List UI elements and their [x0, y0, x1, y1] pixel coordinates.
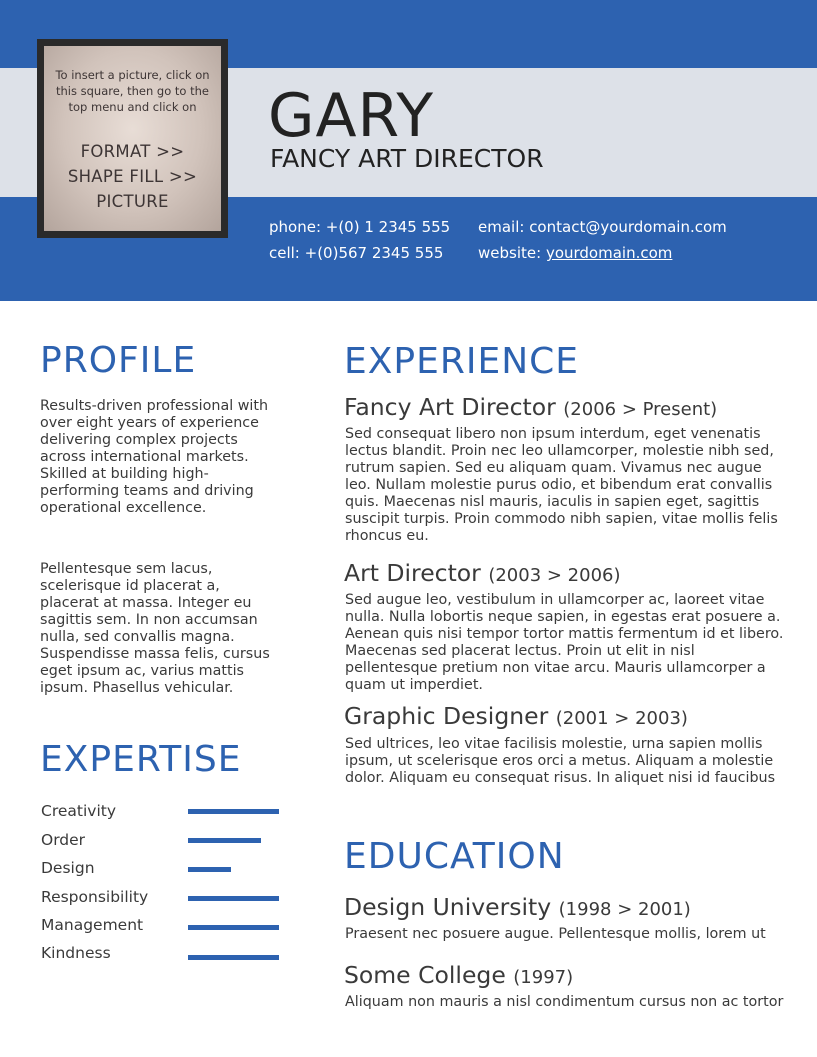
job-title-text: Fancy Art Director	[344, 393, 556, 421]
job-title	[344, 702, 688, 733]
school-years: (1997)	[513, 967, 574, 988]
school-description: Praesent nec posuere augue. Pellentesque mollis, lorem ut	[345, 926, 766, 942]
skill-label: Responsibility	[41, 888, 149, 906]
phone-text: phone: +(0) 1 2345 555	[269, 218, 451, 236]
profile-heading: PROFILE	[40, 340, 197, 381]
photo-command-line: PICTURE	[96, 192, 169, 211]
skill-label: Design	[41, 859, 95, 877]
job-title	[344, 393, 717, 424]
skill-bar	[188, 925, 279, 930]
photo-instruction-text: To insert a picture, click on this square, then go to the top menu and click on	[55, 68, 210, 114]
person-name: GARY	[268, 81, 435, 151]
school-title	[344, 893, 691, 924]
cell-text: cell: +(0)567 2345 555	[269, 244, 444, 262]
skill-bar	[188, 955, 279, 960]
job-title	[344, 559, 621, 590]
education-heading: EDUCATION	[344, 836, 565, 877]
school-title-text: Design University	[344, 893, 552, 921]
photo-fill[interactable]	[44, 46, 221, 231]
school-title	[344, 961, 573, 992]
photo-placeholder[interactable]	[37, 39, 228, 238]
photo-command-text	[44, 139, 221, 214]
photo-command-line: FORMAT >>	[80, 142, 185, 161]
school-title-text: Some College	[344, 961, 506, 989]
job-description: Sed ultrices, leo vitae facilisis molestie, urna sapien mollis ipsum, ut scelerisque eros orci a metus. Aliquam a molestie dolor. Aliquam eu consequat risus. In aliquet nisi id faucibus	[345, 736, 776, 786]
school-years: (1998 > 2001)	[558, 899, 691, 920]
job-title-text: Graphic Designer	[344, 702, 549, 730]
profile-paragraph-1: Results-driven professional with over eight years of experience delivering complex projects across international markets. Skilled at building high-performing teams and driving operational excellence.	[40, 398, 269, 516]
skill-bar	[188, 838, 261, 843]
skill-label: Management	[41, 916, 144, 934]
skill-label: Kindness	[41, 944, 111, 962]
skill-label: Order	[41, 831, 86, 849]
job-description: Sed augue leo, vestibulum in ullamcorper ac, laoreet vitae nulla. Nulla lobortis neque sapien, in egestas erat posuere a. Aenean quis nisi tempor tortor mattis fermentum id et libero. Maecenas sed placerat lectus. Proin ut elit in nisl pellentesque pretium non vitae arcu. Mauris ullamcorper a quam ut imperdiet.	[345, 592, 784, 693]
skill-bar	[188, 867, 231, 872]
job-years: (2003 > 2006)	[488, 565, 621, 586]
school-description: Aliquam non mauris a nisl condimentum cursus non ac tortor	[345, 994, 784, 1010]
website-link[interactable]: yourdomain.com	[545, 244, 673, 262]
photo-command-line: SHAPE FILL >>	[67, 167, 198, 186]
email-text: email: contact@yourdomain.com	[478, 218, 727, 236]
skill-bar	[188, 896, 279, 901]
website-line	[478, 243, 672, 263]
expertise-heading: EXPERTISE	[40, 739, 242, 780]
skill-label: Creativity	[41, 802, 117, 820]
website-label: website:	[478, 244, 546, 262]
skill-bar	[188, 809, 279, 814]
job-years: (2006 > Present)	[563, 399, 718, 420]
person-title: FANCY ART DIRECTOR	[270, 144, 544, 173]
job-title-text: Art Director	[344, 559, 481, 587]
experience-heading: EXPERIENCE	[344, 341, 580, 382]
job-description: Sed consequat libero non ipsum interdum, eget venenatis lectus blandit. Proin nec leo ullamcorper, molestie nibh sed, rutrum sapien. Sed eu aliquam quam. Vivamus nec augue leo. Nullam molestie purus odio, et bibendum erat convallis quis. Maecenas nisl mauris, iaculis in sapien eget, sagittis suscipit turpis. Proin commodo nibh sapien, vitae mollis felis rhoncus eu.	[345, 426, 778, 544]
profile-paragraph-2: Pellentesque sem lacus, scelerisque id placerat a, placerat at massa. Integer eu sagittis sem. In non accumsan nulla, sed convallis magna. Suspendisse massa felis, cursus eget ipsum ac, varius mattis ipsum. Phasellus vehicular.	[40, 561, 270, 696]
job-years: (2001 > 2003)	[555, 708, 688, 729]
